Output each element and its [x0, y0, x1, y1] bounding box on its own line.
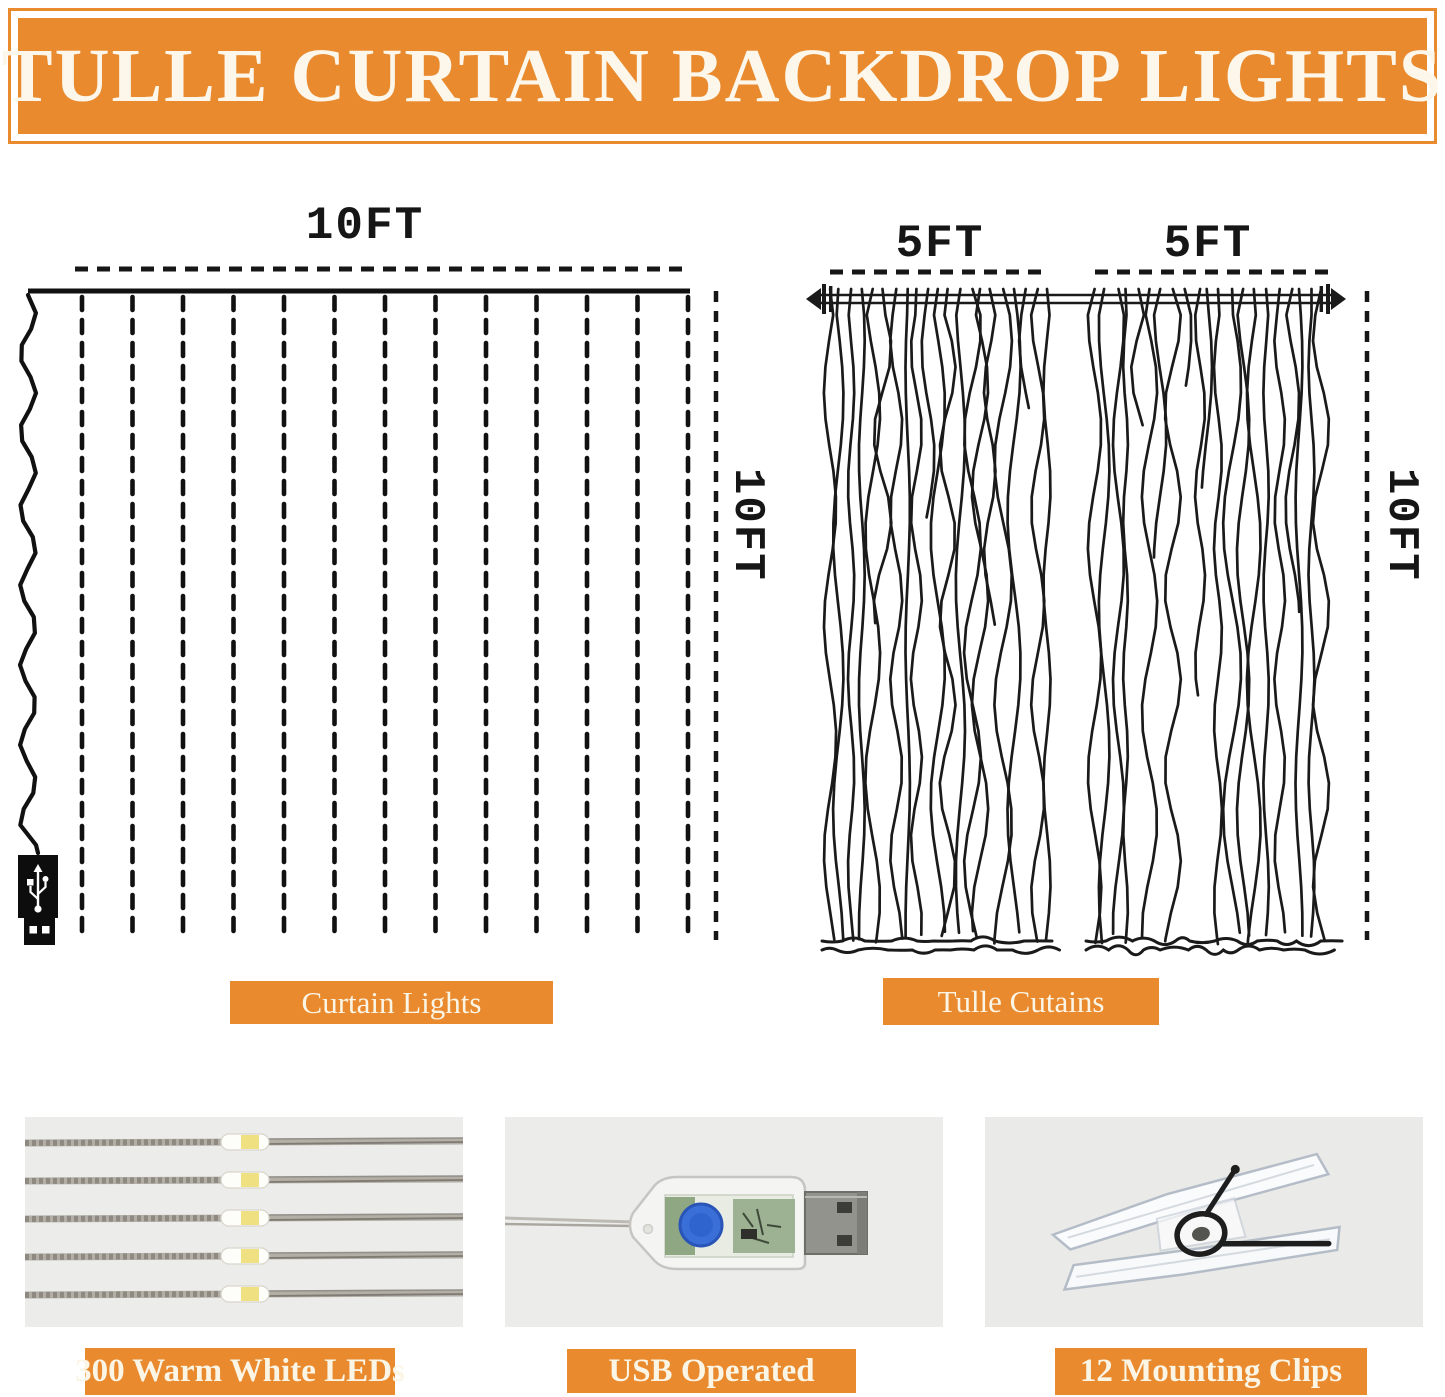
tulle-left-width-label: 5FT: [895, 218, 985, 270]
led-light-strings: [82, 297, 688, 938]
tulle-curtains-diagram: [790, 185, 1402, 975]
usb-cable-line: [20, 295, 38, 853]
feature-caption-leds: 300 Warm White LEDs: [85, 1348, 395, 1395]
tulle-panel-left: [822, 289, 1060, 953]
page-title: TULLE CURTAIN BACKDROP LIGHTS: [1, 33, 1444, 118]
curtain-lights-height-label: 10FT: [722, 468, 772, 582]
usb-controller-photo: [505, 1117, 943, 1327]
mounting-clip-photo: [985, 1117, 1423, 1327]
tulle-height-label: 10FT: [1376, 468, 1426, 582]
curtain-lights-diagram: [0, 185, 775, 975]
curtain-lights-caption: Curtain Lights: [230, 981, 553, 1024]
feature-caption-usb: USB Operated: [567, 1349, 856, 1393]
usb-plug-icon: [18, 855, 58, 945]
header-banner: [1, 8, 1444, 144]
curtain-lights-width-label: 10FT: [305, 200, 425, 252]
feature-caption-clips: 12 Mounting Clips: [1055, 1348, 1367, 1395]
header-banner-fill: [1, 18, 1444, 134]
tulle-panel-right: [1086, 289, 1342, 955]
tulle-right-width-label: 5FT: [1163, 218, 1253, 270]
led-string-photo: [25, 1117, 463, 1327]
tulle-curtains-caption: Tulle Cutains: [883, 978, 1159, 1025]
